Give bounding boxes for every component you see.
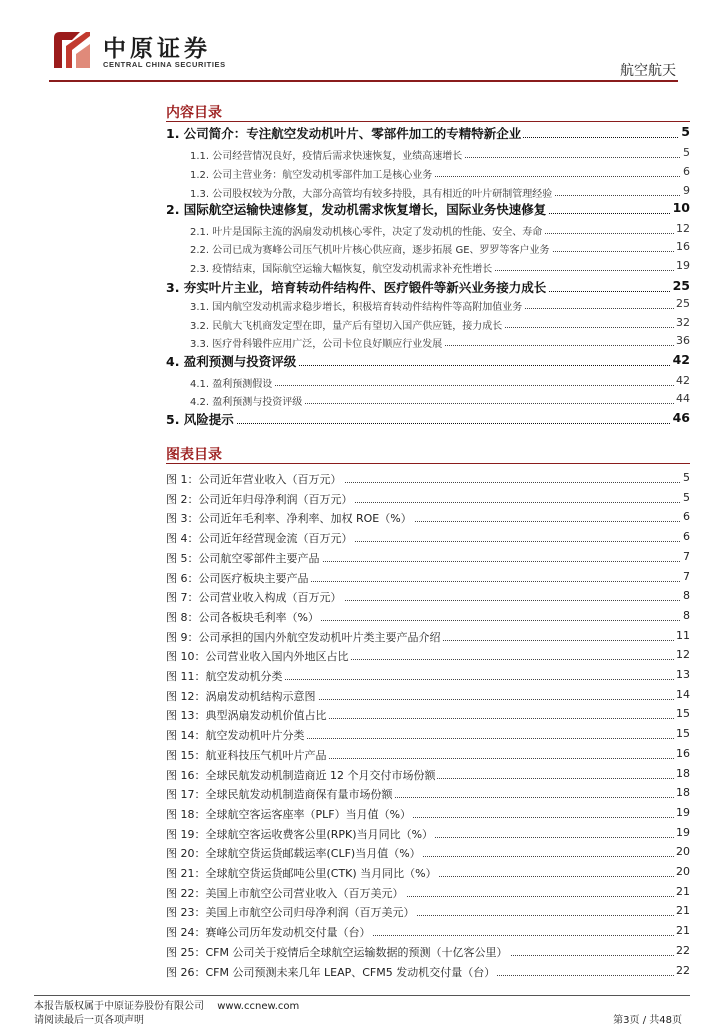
- website-link[interactable]: www.ccnew.com: [217, 1001, 300, 1012]
- toc-title-rule: [166, 121, 690, 122]
- figure-entry-text: 图 14：航空发动机叶片分类: [166, 729, 305, 743]
- figure-entry[interactable]: [0, 490, 724, 508]
- figure-entry-page: 20: [676, 845, 690, 859]
- figure-entry[interactable]: [0, 470, 724, 488]
- figure-entry-text: 图 18：全球航空客运客座率（PLF）当月值（%）: [166, 807, 412, 821]
- figure-entry[interactable]: [0, 844, 724, 862]
- toc-entry-page: 19: [676, 259, 690, 272]
- figure-entry-text: 图 6：公司医疗板块主要产品: [166, 571, 309, 585]
- figure-entry-text: 图 7：公司营业收入构成（百万元）: [166, 591, 342, 605]
- industry-label: 航空航天: [620, 63, 676, 79]
- toc-entry-page: 10: [672, 200, 690, 215]
- figure-entry[interactable]: [0, 608, 724, 626]
- toc-entry-page: 25: [672, 278, 690, 293]
- figure-entry[interactable]: [0, 706, 724, 724]
- figure-entry-text: 图 16：全球民航发动机制造商近 12 个月交付市场份额: [166, 768, 436, 782]
- figure-entry[interactable]: [0, 628, 724, 646]
- figure-entry[interactable]: [0, 588, 724, 606]
- figures-title: 图表目录: [166, 447, 222, 463]
- figure-entry-text: 图 2：公司近年归母净利润（百万元）: [166, 492, 353, 506]
- toc-entry-page: 36: [676, 334, 690, 347]
- toc-entry-text: 3.3. 医疗骨科锻件应用广泛，公司卡位良好顺应行业发展: [190, 335, 444, 350]
- figure-entry-text: 图 24：赛峰公司历年发动机交付量（台）: [166, 926, 371, 940]
- figure-entry-text: 图 23：美国上市航空公司归母净利润（百万美元）: [166, 906, 415, 920]
- figure-entry-text: 图 5：公司航空零部件主要产品: [166, 551, 320, 565]
- toc-section-entry[interactable]: [0, 239, 724, 257]
- toc-entry-text: 3.1. 国内航空发动机需求稳步增长，积极培育转动件结构件等高附加值业务: [190, 298, 524, 313]
- figure-entry-text: 图 15：航亚科技压气机叶片产品: [166, 748, 327, 762]
- figure-entry-page: 20: [676, 865, 690, 878]
- figure-entry-text: 图 8：公司各板块毛利率（%）: [166, 610, 319, 624]
- figure-entry-page: 14: [676, 687, 690, 701]
- figure-entry[interactable]: [0, 647, 724, 665]
- toc-section-entry[interactable]: [0, 183, 724, 201]
- figure-entry[interactable]: [0, 884, 724, 902]
- company-name-en: CENTRAL CHINA SECURITIES: [103, 60, 226, 69]
- figure-entry[interactable]: [0, 726, 724, 744]
- figure-entry-text: 图 12：涡扇发动机结构示意图: [166, 689, 316, 703]
- figure-entry[interactable]: [0, 766, 724, 784]
- toc-entry-text: 3.2. 民航大飞机商发定型在即，量产后有望切入国产供应链，接力成长: [190, 317, 504, 332]
- footer-divider: [34, 995, 690, 996]
- figure-entry-page: 21: [676, 904, 690, 918]
- figure-entry[interactable]: [0, 825, 724, 843]
- toc-title: 内容目录: [166, 105, 222, 121]
- toc-entry-page: 42: [672, 352, 690, 367]
- figure-entry-page: 22: [676, 943, 690, 957]
- toc-entry-text: 1.2. 公司主营业务：航空发动机零部件加工是核心业务: [190, 166, 434, 181]
- figure-entry[interactable]: [0, 667, 724, 685]
- toc-entry-page: 12: [676, 222, 690, 235]
- figure-entry-page: 18: [676, 786, 690, 800]
- toc-section-entry[interactable]: [0, 164, 724, 182]
- figure-entry[interactable]: [0, 569, 724, 587]
- toc-entry-text: 1. 公司简介：专注航空发动机叶片、零部件加工的专精特新企业: [166, 126, 522, 141]
- toc-chapter-entry[interactable]: [0, 352, 724, 370]
- toc-entry-text: 4.1. 盈利预测假设: [190, 375, 274, 390]
- toc-section-entry[interactable]: [0, 333, 724, 351]
- figure-entry-text: 图 3：公司近年毛利率、净利率、加权 ROE（%）: [166, 512, 412, 526]
- toc-chapter-entry[interactable]: [0, 278, 724, 296]
- figure-entry-page: 6: [683, 530, 690, 544]
- header-divider: [49, 80, 678, 82]
- figure-entry[interactable]: [0, 687, 724, 705]
- toc-entry-text: 2.1. 叶片是国际主流的涡扇发动机核心零件，决定了发动机的性能、安全、寿命: [190, 223, 544, 238]
- figure-entry-page: 8: [683, 608, 690, 622]
- figure-entry-page: 12: [676, 648, 690, 662]
- figure-entry[interactable]: [0, 963, 724, 981]
- toc-section-entry[interactable]: [0, 296, 724, 314]
- figure-entry-page: 8: [683, 589, 690, 603]
- figure-entry-text: 图 17：全球民航发动机制造商保有量市场份额: [166, 788, 393, 802]
- toc-entry-page: 5: [683, 146, 690, 159]
- toc-entry-page: 25: [676, 297, 690, 310]
- figure-entry-page: 18: [676, 766, 690, 780]
- figure-entry-text: 图 4：公司近年经营现金流（百万元）: [166, 532, 353, 546]
- figure-entry[interactable]: [0, 903, 724, 921]
- figure-entry-page: 21: [676, 884, 690, 898]
- figure-entry-page: 5: [683, 490, 690, 504]
- toc-entry-text: 2.2. 公司已成为赛峰公司压气机叶片核心供应商，逐步拓展 GE、罗罗等客户业务: [190, 241, 552, 256]
- toc-entry-page: 32: [676, 316, 690, 329]
- figure-entry-page: 11: [676, 628, 690, 642]
- footer-copyright: [34, 997, 299, 1012]
- toc-entry-text: 5. 风险提示: [166, 412, 234, 427]
- figure-entry[interactable]: [0, 923, 724, 941]
- figure-entry[interactable]: [0, 509, 724, 527]
- figure-entry[interactable]: [0, 529, 724, 547]
- toc-section-entry[interactable]: [0, 145, 724, 163]
- toc-entry-page: 5: [681, 124, 690, 139]
- page-number: 第3页 / 共48页: [613, 1015, 682, 1026]
- figure-entry-text: 图 10：公司营业收入国内外地区占比: [166, 650, 349, 664]
- toc-section-entry[interactable]: [0, 373, 724, 391]
- toc-entry-text: 1.1. 公司经营情况良好，疫情后需求快速恢复，业绩高速增长: [190, 147, 464, 162]
- figure-entry-page: 19: [676, 805, 690, 819]
- toc-chapter-entry[interactable]: [0, 124, 724, 142]
- toc-section-entry[interactable]: [0, 315, 724, 333]
- copyright-text: 本报告版权属于中原证券股份有限公司: [34, 1001, 204, 1012]
- toc-entry-text: 2.3. 疫情结束，国际航空运输大幅恢复，航空发动机需求补充性增长: [190, 260, 494, 275]
- company-name-cn: 中原证券: [103, 35, 211, 62]
- toc-entry-page: 6: [683, 165, 690, 178]
- figure-entry-page: 5: [683, 471, 690, 484]
- figure-entry-text: 图 1：公司近年营业收入（百万元）: [166, 473, 342, 486]
- figure-entry-page: 21: [676, 924, 690, 938]
- figure-entry-page: 22: [676, 963, 690, 977]
- toc-section-entry[interactable]: [0, 221, 724, 239]
- figure-entry-text: 图 19：全球航空客运收费客公里(RPK)当月同比（%）: [166, 827, 434, 841]
- figure-entry[interactable]: [0, 943, 724, 961]
- toc-entry-text: 1.3. 公司股权较为分散，大部分高管均有较多持股，具有相近的叶片研制管理经验: [190, 185, 554, 200]
- toc-entry-page: 46: [672, 410, 690, 425]
- figure-entry-text: 图 20：全球航空货运货邮载运率(CLF)当月值（%）: [166, 847, 421, 861]
- figure-entry-text: 图 25：CFM 公司关于疫情后全球航空运输数据的预测（十亿客公里）: [166, 945, 508, 959]
- toc-section-entry[interactable]: [0, 391, 724, 409]
- figure-entry-page: 19: [676, 825, 690, 839]
- figure-entry[interactable]: [0, 864, 724, 882]
- figure-entry-page: 13: [676, 668, 690, 681]
- figure-entry-page: 7: [683, 569, 690, 583]
- toc-entry-text: 2. 国际航空运输快速修复，发动机需求恢复增长，国际业务快速修复: [166, 202, 547, 217]
- toc-entry-page: 42: [676, 374, 690, 387]
- toc-entry-text: 4.2. 盈利预测与投资评级: [190, 393, 304, 408]
- toc-section-entry[interactable]: [0, 258, 724, 276]
- toc-chapter-entry[interactable]: [0, 410, 724, 428]
- footer-disclaimer: 请阅读最后一页各项声明: [34, 1015, 144, 1026]
- figure-entry-page: 15: [676, 707, 690, 721]
- figure-entry-text: 图 22：美国上市航空公司营业收入（百万美元）: [166, 886, 404, 900]
- toc-entry-text: 4. 盈利预测与投资评级: [166, 354, 297, 369]
- figure-entry-page: 15: [676, 727, 690, 741]
- figure-entry-page: 6: [683, 510, 690, 524]
- figure-entry-text: 图 26：CFM 公司预测未来几年 LEAP、CFM5 发动机交付量（台）: [166, 965, 496, 979]
- figure-entry[interactable]: [0, 785, 724, 803]
- figure-entry-text: 图 11：航空发动机分类: [166, 670, 283, 683]
- figure-entry-page: 16: [676, 746, 690, 760]
- figure-entry[interactable]: [0, 549, 724, 567]
- page-header: [0, 0, 724, 86]
- toc-entry-page: 16: [676, 240, 690, 253]
- figure-entry-page: 7: [683, 549, 690, 563]
- figure-entry[interactable]: [0, 746, 724, 764]
- figure-entry-text: 图 21：全球航空货运货邮吨公里(CTK) 当月同比（%）: [166, 867, 437, 880]
- company-logo-icon: [50, 28, 94, 72]
- toc-chapter-entry[interactable]: [0, 200, 724, 218]
- toc-entry-text: 3. 夯实叶片主业，培育转动件结构件、医疗锻件等新兴业务接力成长: [166, 280, 547, 295]
- figure-entry-text: 图 9：公司承担的国内外航空发动机叶片类主要产品介绍: [166, 630, 441, 644]
- figures-title-rule: [166, 463, 690, 464]
- toc-entry-page: 44: [676, 392, 690, 405]
- figure-entry-text: 图 13：典型涡扇发动机价值占比: [166, 709, 327, 723]
- toc-entry-page: 9: [683, 184, 690, 197]
- toc-leader-dots: [166, 423, 684, 424]
- figure-entry[interactable]: [0, 805, 724, 823]
